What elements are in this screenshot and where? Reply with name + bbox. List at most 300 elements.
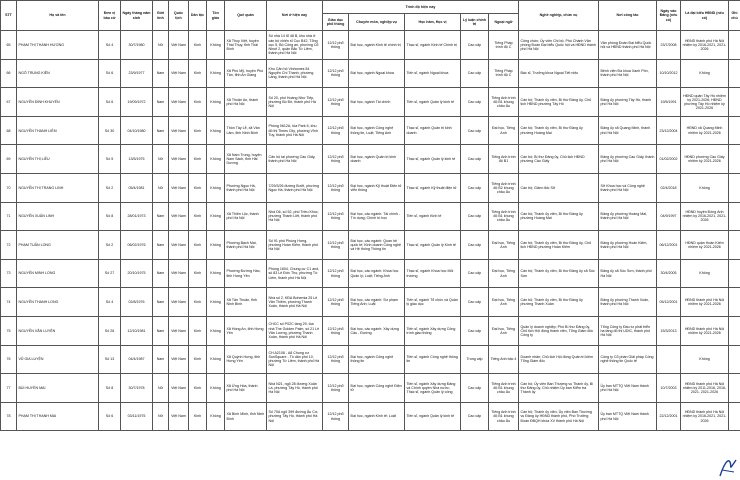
cell-general: 12/12 phổ thông: [323, 374, 349, 403]
cell-residence: CHCC số P02C tầng 29, tòa nhà The Golden Palm, số 21 Lê Văn Lương, phường Thanh Xuân, thành phố Hà Nội: [267, 316, 323, 345]
cell-politics: Cao cấp: [461, 116, 489, 145]
cell-gender: Nam: [153, 231, 169, 260]
cell-politics: Cao cấp: [461, 259, 489, 288]
cell-workplace: Đảng ủy xã Quang Minh, thành phố Hà Nội: [599, 116, 657, 145]
cell-ethnic: Kinh: [189, 345, 207, 374]
cell-hometown: Phường Đường Hào, tỉnh Hưng Yên: [225, 259, 267, 288]
cell-note: [729, 288, 740, 317]
cell-degree: Thạc sĩ, ngành Kỹ thuật điện tử: [405, 173, 461, 202]
cell-unit: Số 8: [99, 374, 121, 403]
cell-stt: 65: [1, 31, 17, 60]
cell-delegate: Không: [681, 345, 729, 374]
cell-nation: Việt Nam: [169, 345, 189, 374]
cell-major: Đại học, ngành Kinh tế chính trị: [349, 31, 405, 60]
table-row: [1, 259, 740, 288]
cell-residence: Số 70A ngõ 399 đường Âu Cơ, phường Tây Hồ, thành phố Hà Nội: [267, 402, 323, 431]
cell-ethnic: Kinh: [189, 59, 207, 88]
cell-note: [729, 88, 740, 117]
cell-language: Tiếng Anh trình độ B1 khung châu Âu: [489, 374, 519, 403]
table-row: [1, 88, 740, 117]
cell-ethnic: Kinh: [189, 231, 207, 260]
header-language: Ngoại ngữ: [489, 14, 519, 31]
header-stt: STT: [1, 1, 17, 31]
cell-job: Công chức; Ủy viên Chi bộ, Phó Chánh Văn phòng Đoàn Đại biểu Quốc hội và HĐND thành phố Hà Nội: [519, 31, 599, 60]
cell-degree: Tiến sĩ, ngành Ngoại khoa: [405, 59, 461, 88]
cell-hometown: Thôn Tây Lễ, xã Vân Lâm, tỉnh Ninh Bình: [225, 116, 267, 145]
cell-party: 23/7/2008: [657, 31, 681, 60]
cell-ethnic: Kinh: [189, 402, 207, 431]
cell-stt: 76: [1, 345, 17, 374]
cell-delegate: HĐND huyện Đông Anh nhiệm kỳ 2016-2021, 2021-2026: [681, 202, 729, 231]
cell-name: NGUYỄN XUÂN LINH: [17, 202, 99, 231]
cell-delegate: Không: [681, 59, 729, 88]
cell-party: 02/4/2018: [657, 173, 681, 202]
cell-gender: Nữ: [153, 402, 169, 431]
table-row: [1, 374, 740, 403]
cell-name: VŨ GIA LUYỆN: [17, 345, 99, 374]
cell-delegate: HĐND xã Quang Minh nhiệm kỳ 2021-2026: [681, 116, 729, 145]
cell-nation: Việt Nam: [169, 88, 189, 117]
header-job: Nghề nghiệp, chức vụ: [519, 1, 599, 31]
cell-politics: Cao cấp: [461, 231, 489, 260]
cell-dob: 05/4/1981: [121, 173, 153, 202]
cell-note: [729, 116, 740, 145]
cell-residence: Phòng 1604, Chung cư C1 and, số 83 Lê Đức Thọ, phường Từ Liêm, thành phố Hà Nội: [267, 259, 323, 288]
cell-delegate: Không: [681, 259, 729, 288]
cell-major: Đại học, ngành Công nghệ Điện tử: [349, 374, 405, 403]
table-row: [1, 145, 740, 174]
cell-language: Đại học, Tiếng Anh: [489, 316, 519, 345]
cell-degree: Tiến sĩ, ngành Quản lý kinh tế: [405, 402, 461, 431]
cell-job: Doanh nhân; Chủ tịch Hội đồng Quản trị kiêm Tổng Giám đốc: [519, 345, 599, 374]
cell-name: NGUYỄN MINH LONG: [17, 259, 99, 288]
header-gender: Giới tính: [153, 1, 169, 31]
cell-note: [729, 231, 740, 260]
header-hometown: Quê quán: [225, 1, 267, 31]
cell-religion: Không: [207, 259, 225, 288]
header-degree: Học hàm, Học vị: [405, 14, 461, 31]
cell-residence: Nhà số 2, KĐA Bohemia 25 Lê Văn Thiêm, phường Thanh Xuân, thành phố Hà Nội: [267, 288, 323, 317]
cell-gender: Nam: [153, 316, 169, 345]
cell-religion: Không: [207, 59, 225, 88]
cell-religion: Không: [207, 345, 225, 374]
cell-delegate: HĐND thành phố Hà Nội nhiệm kỳ 2011-2016, 2016-2021, 2021-2026: [681, 374, 729, 403]
cell-religion: Không: [207, 231, 225, 260]
cell-unit: Số 6: [99, 402, 121, 431]
cell-job: Bác sĩ, Trưởng khoa Ngoại Tiết niệu: [519, 59, 599, 88]
header-religion: Tôn giáo: [207, 1, 225, 31]
cell-language: Đại học, Tiếng Anh: [489, 259, 519, 288]
table-body: [1, 31, 740, 431]
cell-major: Đại học, ngành Kinh tế; Luật: [349, 402, 405, 431]
cell-gender: Nữ: [153, 173, 169, 202]
cell-workplace: Sở Khoa học và Công nghệ thành phố Hà Nội: [599, 173, 657, 202]
cell-politics: Cao cấp: [461, 402, 489, 431]
cell-politics: Trung cấp: [461, 345, 489, 374]
cell-hometown: Xã Ứng Hòa, thành phố Hà Nội: [225, 374, 267, 403]
cell-general: 12/12 phổ thông: [323, 59, 349, 88]
cell-politics: Cao cấp: [461, 59, 489, 88]
cell-residence: Số 91 phố Phùng Hưng, phường Hoàn Kiếm, thành phố Hà Nội: [267, 231, 323, 260]
header-name: Họ và tên: [17, 1, 99, 31]
cell-nation: Việt Nam: [169, 288, 189, 317]
cell-general: 12/12 phổ thông: [323, 345, 349, 374]
cell-nation: Việt Nam: [169, 145, 189, 174]
cell-language: Tiếng Anh bậc 4: [489, 345, 519, 374]
cell-gender: Nữ: [153, 31, 169, 60]
cell-gender: Nam: [153, 116, 169, 145]
cell-unit: Số 30: [99, 116, 121, 145]
cell-residence: Số nhà 14 tổ 48 B, khu nhà ở cán bộ chiến sĩ Cục B42, Tổng cục 5, Bộ Công an, phường Cổ Nhuế 2, quận Bắc Từ Liêm, thành phố Hà Nội: [267, 31, 323, 60]
cell-ethnic: Kinh: [189, 173, 207, 202]
signature-mark-icon: [718, 456, 738, 478]
cell-note: [729, 345, 740, 374]
cell-job: Cán bộ; Ủy viên Ban Thường vụ Thành ủy, Bí thư Đảng ủy, Chủ nhiệm Ủy ban Kiểm tra Thành ủy: [519, 374, 599, 403]
cell-religion: Không: [207, 202, 225, 231]
cell-workplace: Đảng ủy phường Cầu Giấy, thành phố Hà Nội: [599, 145, 657, 174]
cell-stt: 67: [1, 88, 17, 117]
cell-party: 23/12/2004: [657, 116, 681, 145]
cell-general: 12/12 phổ thông: [323, 116, 349, 145]
cell-hometown: Xã Tân Thuận, tỉnh Ninh Bình: [225, 288, 267, 317]
cell-job: Cán bộ; Thành ủy viên, Ủy viên Ban Thường vụ Đảng ủy HĐND thành phố, Phó Trưởng Đoàn ĐBQH khóa XV thành phố Hà Nội: [519, 402, 599, 431]
table-row: [1, 231, 740, 260]
cell-job: Cán bộ; Thành ủy viên, Bí thư Đảng ủy, Chủ tịch HĐND phường Tây Hồ: [519, 88, 599, 117]
cell-job: Cán bộ; Giám đốc Sở: [519, 173, 599, 202]
cell-nation: Việt Nam: [169, 202, 189, 231]
cell-ethnic: Kinh: [189, 202, 207, 231]
cell-workplace: Đảng ủy phường Thanh Xuân, thành phố Hà Nội: [599, 288, 657, 317]
cell-politics: Cao cấp: [461, 145, 489, 174]
cell-general: 12/12 phổ thông: [323, 259, 349, 288]
cell-politics: Cao cấp: [461, 88, 489, 117]
cell-religion: Không: [207, 173, 225, 202]
cell-ethnic: Kinh: [189, 145, 207, 174]
header-general: Giáo dục phổ thông: [323, 14, 349, 31]
cell-delegate: HĐND thành phố Hà Nội nhiệm kỳ 2021-2026: [681, 288, 729, 317]
cell-general: 12/12 phổ thông: [323, 145, 349, 174]
cell-major: Đại học, các ngành: Tài chính - Tín dụng; Chính trị học: [349, 202, 405, 231]
header-residence: Nơi ở hiện nay: [267, 1, 323, 31]
cell-degree: Thạc sĩ, ngành Quản lý kinh tế: [405, 145, 461, 174]
cell-residence: Căn hộ tại phường Cầu Giấy, thành phố Hà Nội: [267, 145, 323, 174]
cell-delegate: HĐND quận Hoàn Kiếm nhiệm kỳ 2021-2026: [681, 231, 729, 260]
cell-note: [729, 402, 740, 431]
cell-note: [729, 145, 740, 174]
cell-party: 10/7/2003: [657, 374, 681, 403]
cell-ethnic: Kinh: [189, 88, 207, 117]
cell-workplace: Đảng ủy phường Tây Hồ, thành phố Hà Nội: [599, 88, 657, 117]
cell-religion: Không: [207, 316, 225, 345]
cell-general: 12/12 phổ thông: [323, 316, 349, 345]
cell-degree: Tiến sĩ, ngành Xây dựng Đảng và Chính quyền Nhà nước; Thạc sĩ, ngành Quản lý công: [405, 374, 461, 403]
cell-nation: Việt Nam: [169, 31, 189, 60]
cell-unit: Số 8: [99, 202, 121, 231]
cell-gender: Nam: [153, 345, 169, 374]
cell-language: Đại học, Tiếng Anh: [489, 231, 519, 260]
cell-language: Tiếng Anh trình độ B1 khung châu Âu: [489, 402, 519, 431]
cell-unit: Số 2: [99, 173, 121, 202]
cell-major: Đại học, ngành Ngoại khoa: [349, 59, 405, 88]
cell-unit: Số 4: [99, 288, 121, 317]
cell-nation: Việt Nam: [169, 402, 189, 431]
cell-degree: Thạc sĩ, ngành Kinh tế Chính trị: [405, 31, 461, 60]
cell-nation: Việt Nam: [169, 374, 189, 403]
header-politics: Lý luận chính trị: [461, 14, 489, 31]
cell-workplace: Ủy ban MTTQ Việt Nam thành phố Hà Nội: [599, 374, 657, 403]
cell-stt: 71: [1, 202, 17, 231]
cell-dob: 04/4/1987: [121, 345, 153, 374]
cell-residence: Số 20, phố Hoàng Như Tiếp, phường Bồ Đề, thành phố Hà Nội: [267, 88, 323, 117]
cell-degree: Tiến sĩ, ngành Kinh tế: [405, 202, 461, 231]
cell-general: 12/12 phổ thông: [323, 31, 349, 60]
header-workplace: Nơi công tác: [599, 1, 657, 31]
cell-name: NGUYỄN VĂN LUYỆN: [17, 316, 99, 345]
cell-dob: 03/11/1975: [121, 402, 153, 431]
cell-name: PHẠM TUẤN LONG: [17, 231, 99, 260]
cell-religion: Không: [207, 31, 225, 60]
header-major: Chuyên môn, nghiệp vụ: [349, 14, 405, 31]
cell-name: NGUYỄN THANH LIÊM: [17, 116, 99, 145]
cell-dob: 19/09/1972: [121, 88, 153, 117]
cell-major: Đại học, các ngành: Khoa học Quản lý; Luật; Tiếng Anh: [349, 259, 405, 288]
cell-major: Đại học, ngành Kỹ thuật Điện tử viễn thông: [349, 173, 405, 202]
cell-dob: 30/7/1980: [121, 31, 153, 60]
cell-ethnic: Kinh: [189, 116, 207, 145]
header-dob: Ngày tháng năm sinh: [121, 1, 153, 31]
cell-delegate: HĐND thành phố Hà Nội nhiệm kỳ 2016-2021, 2021-2026: [681, 402, 729, 431]
cell-hometown: Xã Bình Minh, tỉnh Ninh Bình: [225, 402, 267, 431]
cell-dob: 13/5/1975: [121, 145, 153, 174]
cell-dob: 02/8/1976: [121, 288, 153, 317]
cell-note: [729, 173, 740, 202]
cell-name: NGUYỄN THỊ TRANG LINH: [17, 173, 99, 202]
cell-religion: Không: [207, 88, 225, 117]
cell-major: Đại học, các ngành: Sư phạm Tiếng Anh; Luật: [349, 288, 405, 317]
cell-unit: Số 2: [99, 231, 121, 260]
cell-unit: Số 6: [99, 59, 121, 88]
cell-party: 30/4/2005: [657, 259, 681, 288]
cell-stt: 68: [1, 116, 17, 145]
cell-degree: Tiến sĩ, ngành Quản lý kinh tế: [405, 88, 461, 117]
cell-dob: 06/02/1976: [121, 231, 153, 260]
cell-note: [729, 316, 740, 345]
cell-hometown: Xã Thuận An, thành phố Hà Nội: [225, 88, 267, 117]
cell-party: 22/12/2001: [657, 402, 681, 431]
table-row: [1, 345, 740, 374]
cell-degree: Thạc sĩ, ngành Quản trị kinh doanh: [405, 116, 461, 145]
table-row: [1, 402, 740, 431]
cell-politics: Cao cấp: [461, 374, 489, 403]
cell-major: Đại học, các ngành: Xây dựng Cầu - Đường: [349, 316, 405, 345]
cell-workplace: Đảng ủy xã Sóc Sơn, thành phố Hà Nội: [599, 259, 657, 288]
table-row: [1, 288, 740, 317]
cell-hometown: Phường Bạch Mai, thành phố Hà Nội: [225, 231, 267, 260]
cell-delegate: Không: [681, 173, 729, 202]
cell-name: NGÔ TRUNG KIÊN: [17, 59, 99, 88]
cell-politics: Cao cấp: [461, 202, 489, 231]
cell-job: Quản lý doanh nghiệp; Phó Bí thư Đảng ủy, Chủ tịch Hội đồng thành viên, Tổng Giám đốc Công ty: [519, 316, 599, 345]
cell-language: Tiếng Anh trình độ B2 khung châu Âu: [489, 173, 519, 202]
cell-language: Đại học, Tiếng Anh: [489, 288, 519, 317]
cell-language: Tiếng Anh trình độ B1 khung châu Âu: [489, 202, 519, 231]
cell-hometown: Xã Phú Mỹ, huyện Phú Tân, tỉnh An Giang: [225, 59, 267, 88]
cell-job: Cán bộ; Thành ủy viên, Bí thư Đảng ủy xã Sóc Sơn: [519, 259, 599, 288]
cell-party: 05/12/2001: [657, 288, 681, 317]
cell-residence: 7/29/3/26 đường Bưởi, phường Ngọc Hà, thành phố Hà Nội: [267, 173, 323, 202]
cell-dob: 20/10/1975: [121, 259, 153, 288]
cell-residence: Nhà D6, số 52, phố Triều Khúc, phường Thanh Liệt, thành phố Hà Nội: [267, 202, 323, 231]
cell-religion: Không: [207, 116, 225, 145]
table-row: [1, 116, 740, 145]
cell-party: 01/02/2002: [657, 145, 681, 174]
cell-unit: Số 26: [99, 316, 121, 345]
cell-note: [729, 202, 740, 231]
cell-workplace: Văn phòng Đoàn Đại biểu Quốc hội và HĐND thành phố Hà Nội: [599, 31, 657, 60]
cell-job: Cán bộ; Bí thư Đảng ủy, Chủ tịch HĐND phường Cầu Giấy: [519, 145, 599, 174]
cell-degree: Thạc sĩ, ngành Khoa học Môi trường: [405, 259, 461, 288]
cell-name: PHẠM THỊ THANH HƯƠNG: [17, 31, 99, 60]
cell-ethnic: Kinh: [189, 316, 207, 345]
cell-general: 12/12 phổ thông: [323, 88, 349, 117]
table-row: [1, 202, 740, 231]
table-row: [1, 59, 740, 88]
cell-religion: Không: [207, 288, 225, 317]
cell-delegate: HĐND thành phố Hà Nội nhiệm kỳ 2021-2026: [681, 316, 729, 345]
cell-name: PHẠM THỊ THANH MAI: [17, 402, 99, 431]
cell-nation: Việt Nam: [169, 231, 189, 260]
cell-politics: Cao cấp: [461, 288, 489, 317]
cell-unit: Số 27: [99, 259, 121, 288]
cell-degree: Tiến sĩ, ngành Xây dựng Công trình giao thông: [405, 316, 461, 345]
cell-party: 19/5/1991: [657, 88, 681, 117]
cell-gender: Nam: [153, 202, 169, 231]
cell-stt: 77: [1, 374, 17, 403]
cell-party: 10/10/2012: [657, 59, 681, 88]
cell-ethnic: Kinh: [189, 374, 207, 403]
cell-workplace: Công ty Cổ phần Giải pháp Công nghệ thông tin Quốc tế: [599, 345, 657, 374]
header-note: Ghi chú: [729, 1, 740, 31]
cell-stt: 69: [1, 145, 17, 174]
header-ethnic: Dân tộc: [189, 1, 207, 31]
cell-politics: Cao cấp: [461, 173, 489, 202]
cell-dob: 30/7/1978: [121, 374, 153, 403]
cell-major: Đại học, ngành Công nghệ thông tin, Luật; Tiếng Anh: [349, 116, 405, 145]
cell-party: 15/3/2013: [657, 316, 681, 345]
cell-dob: 28/01/1973: [121, 202, 153, 231]
cell-language: Tiếng Pháp trình độ C: [489, 59, 519, 88]
cell-gender: Nam: [153, 288, 169, 317]
cell-stt: 70: [1, 173, 17, 202]
cell-stt: 66: [1, 59, 17, 88]
cell-general: 12/12 phổ thông: [323, 231, 349, 260]
cell-residence: Nhà N21, ngõ 28 đường Xuân La, phường Tây Hồ, thành phố Hà Nội: [267, 374, 323, 403]
cell-gender: Nam: [153, 59, 169, 88]
cell-nation: Việt Nam: [169, 173, 189, 202]
cell-major: Đại học, ngành Công nghệ thông tin: [349, 345, 405, 374]
cell-politics: Cao cấp: [461, 316, 489, 345]
cell-name: BÙI HUYỀN MAI: [17, 374, 99, 403]
cell-hometown: Xã Nam Trung, huyện Nam Sách, tỉnh Hải Dương: [225, 145, 267, 174]
cell-general: 12/12 phổ thông: [323, 173, 349, 202]
cell-major: Đại học, ngành Quản trị kinh doanh: [349, 145, 405, 174]
cell-religion: Không: [207, 145, 225, 174]
cell-stt: 75: [1, 316, 17, 345]
cell-delegate: HĐND thành phố Hà Nội nhiệm kỳ 2016-2021, 2021-2026: [681, 31, 729, 60]
cell-stt: 78: [1, 402, 17, 431]
cell-stt: 72: [1, 231, 17, 260]
cell-note: [729, 374, 740, 403]
cell-general: 12/12 phổ thông: [323, 288, 349, 317]
cell-ethnic: Kinh: [189, 288, 207, 317]
cell-name: NGUYỄN THỊ LIỄU: [17, 145, 99, 174]
cell-party: 06/12/2001: [657, 231, 681, 260]
cell-workplace: Đảng ủy phường Hoàng Mai, thành phố Hà Nội: [599, 202, 657, 231]
cell-language: Tiếng Pháp trình độ C: [489, 31, 519, 60]
cell-workplace: Tổng Công ty Đầu tư phát triển hạ tầng đô thị UDIC, thành phố Hà Nội: [599, 316, 657, 345]
cell-degree: Tiến sĩ, ngành Công nghệ thông tin: [405, 345, 461, 374]
cell-job: Cán bộ; Thành ủy viên, Bí thư Đảng ủy phường Hoàng Mai: [519, 116, 599, 145]
header-party: Ngày vào Đảng (nếu có): [657, 1, 681, 31]
cell-degree: Tiến sĩ, ngành Tổ chức và Quản lý giáo dục: [405, 288, 461, 317]
cell-gender: Nữ: [153, 374, 169, 403]
cell-workplace: Bệnh viện Đa khoa Xanh Pôn, thành phố Hà Nội: [599, 59, 657, 88]
cell-language: Tiếng Anh trình độ B1 khung châu Âu: [489, 88, 519, 117]
cell-gender: Nam: [153, 259, 169, 288]
cell-unit: Số 4: [99, 31, 121, 60]
cell-dob: 23/9/1977: [121, 59, 153, 88]
cell-job: Cán bộ; Thành ủy viên, Bí thư Đảng ủy, Chủ tịch HĐND phường Hoàn Kiếm: [519, 231, 599, 260]
header-delegate: Là đại biểu HĐND (nếu có): [681, 1, 729, 31]
cell-politics: Cao cấp: [461, 31, 489, 60]
cell-note: [729, 31, 740, 60]
header-nation: Quốc tịch: [169, 1, 189, 31]
cell-hometown: Xã Quỳnh Hưng, tỉnh Hưng Yên: [225, 345, 267, 374]
cell-workplace: Ủy ban MTTQ Việt Nam thành phố Hà Nội: [599, 402, 657, 431]
cell-unit: Số 13: [99, 345, 121, 374]
cell-note: [729, 259, 740, 288]
cell-hometown: Xã Thiên Lộc, thành phố Hà Nội: [225, 202, 267, 231]
cell-party: 04/9/1997: [657, 202, 681, 231]
cell-nation: Việt Nam: [169, 116, 189, 145]
cell-delegate: HĐND quận Tây Hồ nhiệm kỳ 2021-2026; HĐND phường Tây Hồ nhiệm kỳ 2021-2026: [681, 88, 729, 117]
cell-residence: Khu Căn hộ Vinhomes 54 Nguyễn Chí Thanh, phường Láng, thành phố Hà Nội: [267, 59, 323, 88]
cell-hometown: Xã Thụy Việt, huyện Thái Thụy, tỉnh Thái Bình: [225, 31, 267, 60]
cell-name: NGUYỄN THANH LONG: [17, 288, 99, 317]
cell-ethnic: Kinh: [189, 31, 207, 60]
cell-residence: CH A2108 - A8 Chung cư SunSquare - Tô dân phố 10, phường Từ Liêm, thành phố Hà Nội: [267, 345, 323, 374]
cell-religion: Không: [207, 374, 225, 403]
cell-degree: Thạc sĩ, ngành Quản lý Kinh tế: [405, 231, 461, 260]
cell-nation: Việt Nam: [169, 59, 189, 88]
cell-dob: 12/10/1981: [121, 316, 153, 345]
cell-unit: Số 6: [99, 88, 121, 117]
cell-delegate: HĐND phường Cầu Giấy nhiệm kỳ 2021-2026: [681, 145, 729, 174]
cell-job: Cán bộ; Thành ủy viên, Bí thư Đảng ủy phường Hoàng Mai: [519, 202, 599, 231]
cell-job: Cán bộ; Thành ủy viên, Bí thư Đảng ủy phường Thanh Xuân: [519, 288, 599, 317]
cell-religion: Không: [207, 402, 225, 431]
cell-hometown: Phường Ngọc Hà, thành phố Hà Nội: [225, 173, 267, 202]
cell-workplace: Đảng ủy phường Hoàn Kiếm, thành phố Hà Nội: [599, 231, 657, 260]
cell-note: [729, 59, 740, 88]
cell-residence: Phòng 0612A, tòa Park 6, khu đô thị Times City, phường Vĩnh Tuy, thành phố Hà Nội: [267, 116, 323, 145]
cell-party: [657, 345, 681, 374]
cell-nation: Việt Nam: [169, 316, 189, 345]
cell-major: Đại học, các ngành: Quan hệ quốc tế; Kinh doanh Công nghệ và Hệ thống Thông tin: [349, 231, 405, 260]
cell-gender: Nam: [153, 88, 169, 117]
header-education-group: Trình độ hiện nay: [323, 1, 519, 14]
cell-language: Tiếng Anh trình độ B1: [489, 145, 519, 174]
